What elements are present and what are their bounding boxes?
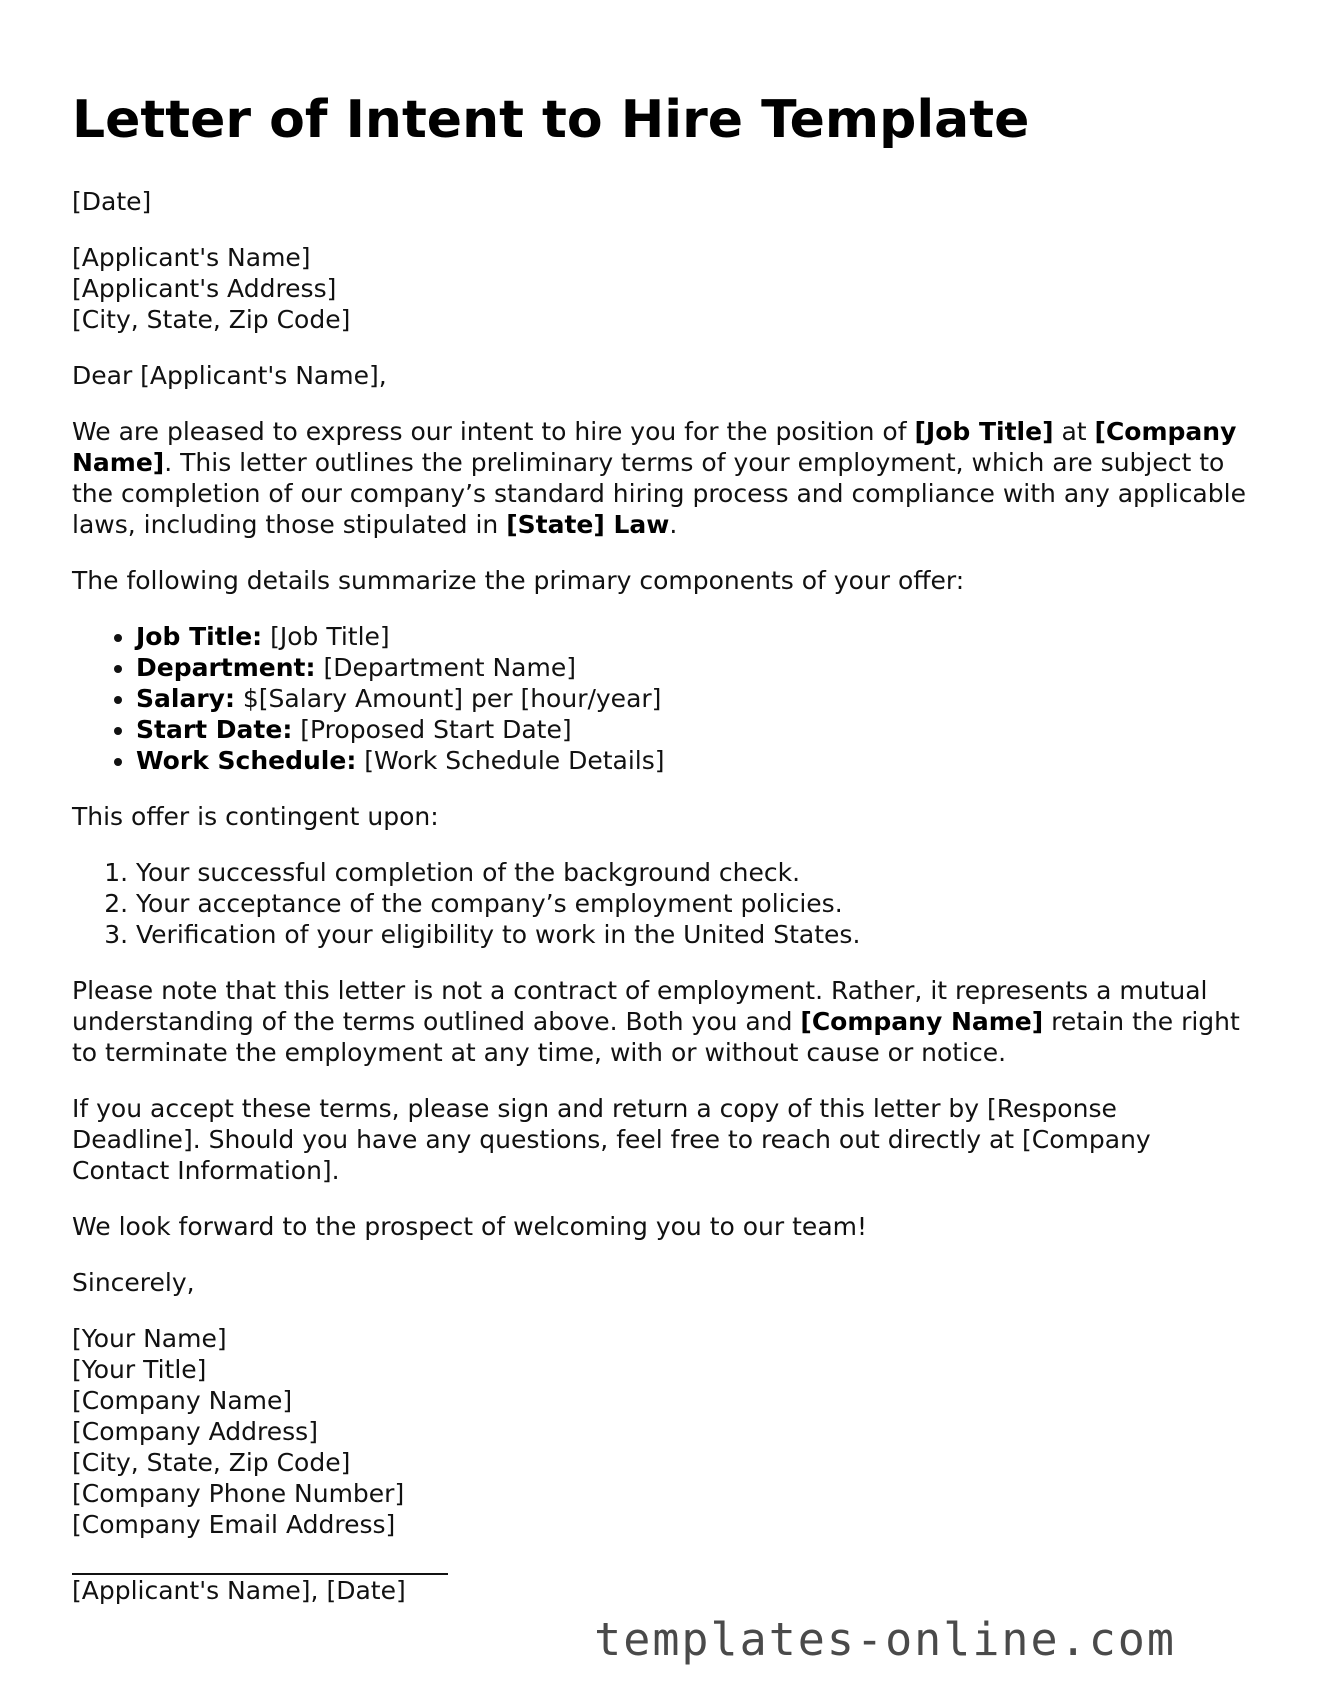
note-paragraph <box>72 975 1252 1068</box>
recipient-name: [Applicant's Name] <box>72 243 311 272</box>
recipient-city: [City, State, Zip Code] <box>72 305 351 334</box>
detail-value: [Proposed Start Date] <box>292 715 572 744</box>
intro-company-name: [Company Name] <box>72 417 1237 477</box>
letter-date: [Date] <box>72 187 152 216</box>
signature-label: [Applicant's Name], [Date] <box>72 1576 406 1605</box>
detail-value: [Work Schedule Details] <box>356 746 665 775</box>
intro-paragraph <box>72 416 1252 540</box>
recipient-address-block <box>72 242 1252 335</box>
note-company-name: [Company Name] <box>800 1007 1044 1036</box>
offer-details-list <box>72 621 1252 776</box>
recipient-address: [Applicant's Address] <box>72 274 337 303</box>
contingency-list <box>72 857 1252 950</box>
note-text-1: Please note that this letter is not a contract of employment. Rather, it represents a mutual understanding of the terms outlined above. Both you and <box>72 976 1208 1036</box>
intro-text-3: . This letter outlines the preliminary terms of your employment, which are subject to the completion of our company’s standard hiring process and compliance with any applicable laws, including those stipulated in <box>72 448 1246 539</box>
intro-text-1: We are pleased to express our intent to hire you for the position of <box>72 417 915 446</box>
sender-line: [Company Email Address] <box>72 1510 396 1539</box>
detail-item <box>136 652 1252 683</box>
detail-label: Salary: <box>136 684 235 713</box>
detail-item <box>136 745 1252 776</box>
note-text-2: retain the right to terminate the employment at any time, with or without cause or notice. <box>72 1007 1240 1067</box>
detail-label: Department: <box>136 653 316 682</box>
accept-paragraph: If you accept these terms, please sign and return a copy of this letter by [Response Deadline]. Should you have any questions, feel free to reach out directly at [Company Contact Information]. <box>72 1094 1151 1185</box>
detail-value: [Department Name] <box>315 653 576 682</box>
signoff: Sincerely, <box>72 1268 195 1297</box>
detail-item <box>136 683 1252 714</box>
letter-page <box>72 88 1252 1606</box>
contingency-item: 1. Your successful completion of the background check. <box>136 857 1252 888</box>
sender-line: [Company Phone Number] <box>72 1479 405 1508</box>
sender-line: [Your Title] <box>72 1355 207 1384</box>
detail-item <box>136 621 1252 652</box>
watermark: templates-online.com <box>594 1613 1176 1666</box>
detail-item <box>136 714 1252 745</box>
detail-value: [Job Title] <box>262 622 390 651</box>
contingency-item: 2. Your acceptance of the company’s employment policies. <box>136 888 1252 919</box>
intro-text-4: . <box>669 510 678 539</box>
detail-label: Work Schedule: <box>136 746 357 775</box>
page-title: Letter of Intent to Hire Template <box>72 90 1030 150</box>
sender-line: [Your Name] <box>72 1324 227 1353</box>
sender-block <box>72 1323 1252 1540</box>
detail-label: Job Title: <box>136 622 263 651</box>
salutation: Dear [Applicant's Name], <box>72 361 387 390</box>
closing-line: We look forward to the prospect of welcoming you to our team! <box>72 1212 868 1241</box>
intro-state-law: [State] Law <box>506 510 670 539</box>
detail-label: Start Date: <box>136 715 293 744</box>
details-intro: The following details summarize the primary components of your offer: <box>72 566 965 595</box>
sender-line: [Company Name] <box>72 1386 293 1415</box>
contingency-item: 3. Verification of your eligibility to work in the United States. <box>136 919 1252 950</box>
detail-value: $[Salary Amount] per [hour/year] <box>234 684 662 713</box>
intro-text-2: at <box>1053 417 1095 446</box>
sender-line: [Company Address] <box>72 1417 318 1446</box>
sender-line: [City, State, Zip Code] <box>72 1448 351 1477</box>
contingent-intro: This offer is contingent upon: <box>72 802 439 831</box>
intro-job-title: [Job Title] <box>914 417 1054 446</box>
